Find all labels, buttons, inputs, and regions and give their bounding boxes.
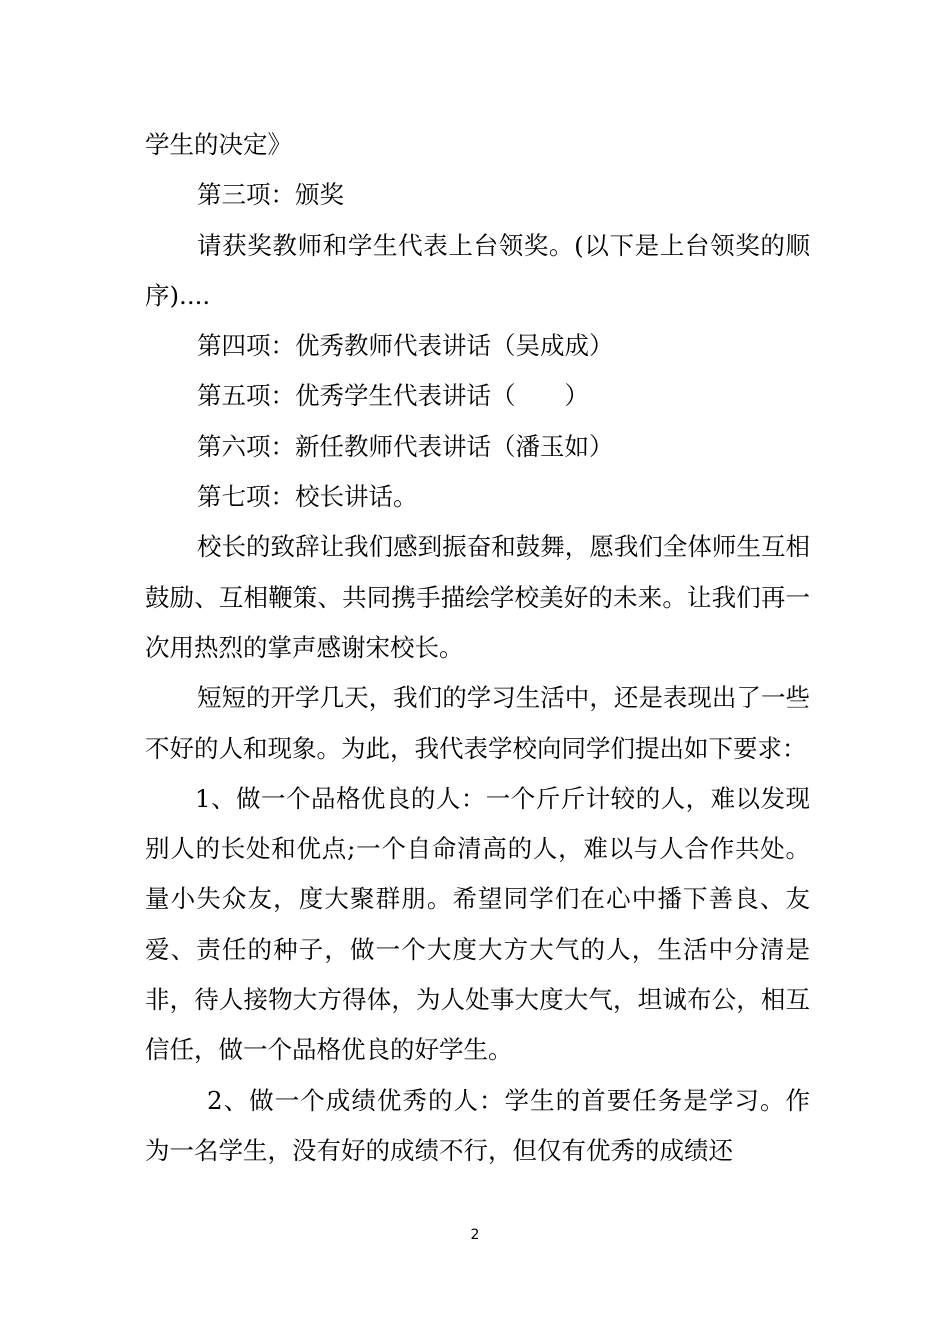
agenda-item-6: 第六项：新任教师代表讲话（潘玉如） xyxy=(197,431,614,461)
agenda-item-4: 第四项：优秀教师代表讲话（吴成成） xyxy=(197,331,614,361)
principal-speech-summary: 校长的致辞让我们感到振奋和鼓舞，愿我们全体师生互相鼓励、互相鞭策、共同携手描绘学校美好的未来。让我们再一次用热烈的掌声感谢宋校长。 xyxy=(145,532,810,662)
agenda-item-5: 第五项：优秀学生代表讲话（ ） xyxy=(197,381,589,411)
requirements-intro: 短短的开学几天，我们的学习生活中，还是表现出了一些不好的人和现象。为此，我代表学校向同学们提出如下要求： xyxy=(145,683,810,763)
page-number: 2 xyxy=(470,1227,480,1243)
agenda-item-7: 第七项：校长讲话。 xyxy=(197,482,418,512)
requirement-1: 1、做一个品格优良的人：一个斤斤计较的人，难以发现别人的长处和优点;一个自命清高的人，难以与人合作共处。量小失众友，度大聚群朋。希望同学们在心中播下善良、友爱、责任的种子，做一个大度大方大气的人，生活中分清是非，待人接物大方得体，为人处事大度大气，坦诚布公，相互信任，做一个品格优良的好学生。 xyxy=(145,783,810,1065)
paragraph-continuation: 学生的决定》 xyxy=(145,130,292,159)
award-instruction: 请获奖教师和学生代表上台领奖。(以下是上台领奖的顺序).... xyxy=(145,230,810,310)
requirement-2: 2、做一个成绩优秀的人：学生的首要任务是学习。作为一名学生，没有好的成绩不行，但仅有优秀的成绩还 xyxy=(145,1085,810,1165)
agenda-item-3: 第三项：颁奖 xyxy=(197,180,344,210)
document-body xyxy=(145,120,810,1176)
